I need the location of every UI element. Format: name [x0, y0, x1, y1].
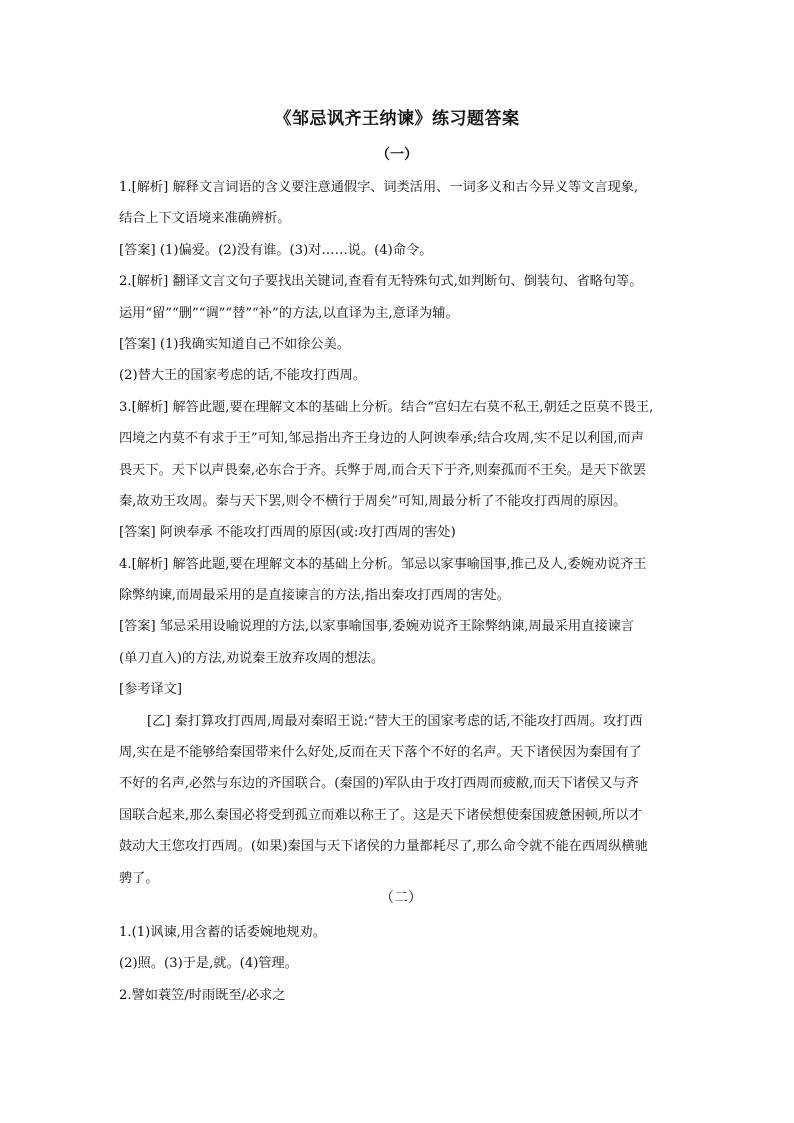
text-line: 4.[解析] 解答此题,要在理解文本的基础上分析。邹忌以家事喻国事,推己及人,委婉劝说齐王: [119, 556, 647, 572]
text-line: 除弊纳谏,而周最采用的是直接谏言的方法,指出秦攻打西周的害处。: [119, 588, 510, 604]
section-heading-one: （一）: [376, 147, 418, 163]
text-line: [答案] 阿谀奉承 不能攻打西周的原因(或:攻打西周的害处): [119, 525, 456, 541]
section-heading-two: （二）: [380, 890, 422, 906]
text-line: 结合上下文语境来准确辨析。: [119, 211, 291, 227]
text-line: 1.[解析] 解释文言词语的含义要注意通假字、词类活用、一词多义和古今异义等文言现象,: [119, 180, 639, 195]
text-line: 2.[解析] 翻译文言文句子要找出关键词,查看有无特殊句式,如判断句、倒装句、省略句等。: [119, 274, 643, 290]
text-line: [参考译文]: [119, 682, 183, 698]
text-line: 3.[解析] 解答此题,要在理解文本的基础上分析。结合“宫妇左右莫不私王,朝廷之臣莫不畏王,: [119, 399, 654, 415]
text-line: (单刀直入)的方法,劝说秦王放弃攻周的想法。: [119, 650, 385, 666]
translation-line: 骋了。: [119, 870, 159, 886]
part-one-body: [119, 172, 679, 894]
document-title: 《邹忌讽齐王纳谏》练习题答案: [274, 109, 520, 129]
text-line: [答案] 邹忌采用设喻说理的方法,以家事喻国事,委婉劝说齐王除弊纳谏,周最采用直接谏言: [119, 619, 634, 635]
translation-line: 国联合起来,那么秦国必将受到孤立而难以称王了。这是天下诸侯想使秦国疲惫困顿,所以才: [119, 807, 642, 823]
translation-line: 周,实在是不能够给秦国带来什么好处,反而在天下落个不好的名声。天下诸侯因为秦国有了: [119, 745, 642, 761]
text-line: 运用“留”“删”“调”“替”“补”的方法,以直译为主,意译为辅。: [119, 305, 459, 321]
text-line: (2)替大王的国家考虑的话,不能攻打西周。: [119, 368, 367, 384]
text-line: 四境之内莫不有求于王”可知,邹忌指出齐王身边的人阿谀奉承;结合攻周,实不足以利国,而声: [119, 431, 644, 447]
translation-line: 鼓动大王您攻打西周。(如果)秦国与天下诸侯的力量都耗尽了,那么命令就不能在西周纵横驰: [119, 839, 648, 855]
translation-line: [乙] 秦打算攻打西周,周最对秦昭王说:“替大王的国家考虑的话,不能攻打西周。攻打西: [147, 713, 643, 729]
text-line: 2.譬如蓑笠/时雨既至/必求之: [119, 987, 286, 1003]
translation-line: 不好的名声,必然与东边的齐国联合。(秦国的)军队由于攻打西周而疲敝,而天下诸侯又与齐: [119, 776, 639, 792]
text-line: 秦,故劝王攻周。秦与天下罢,则令不横行于周矣”可知,周最分析了不能攻打西周的原因。: [119, 493, 627, 509]
text-line: (2)照。(3)于是,就。(4)管理。: [119, 956, 298, 972]
text-line: 1.(1)讽谏,用含蓄的话委婉地规劝。: [119, 925, 326, 940]
part-two-body: [119, 917, 679, 1011]
text-line: 畏天下。天下以声畏秦,必东合于齐。兵弊于周,而合天下于齐,则秦孤而不王矣。是天下欲罢: [119, 462, 646, 478]
text-line: [答案] (1)偏爱。(2)没有谁。(3)对……说。(4)命令。: [119, 242, 433, 258]
text-line: [答案] (1)我确实知道自己不如徐公美。: [119, 336, 350, 352]
